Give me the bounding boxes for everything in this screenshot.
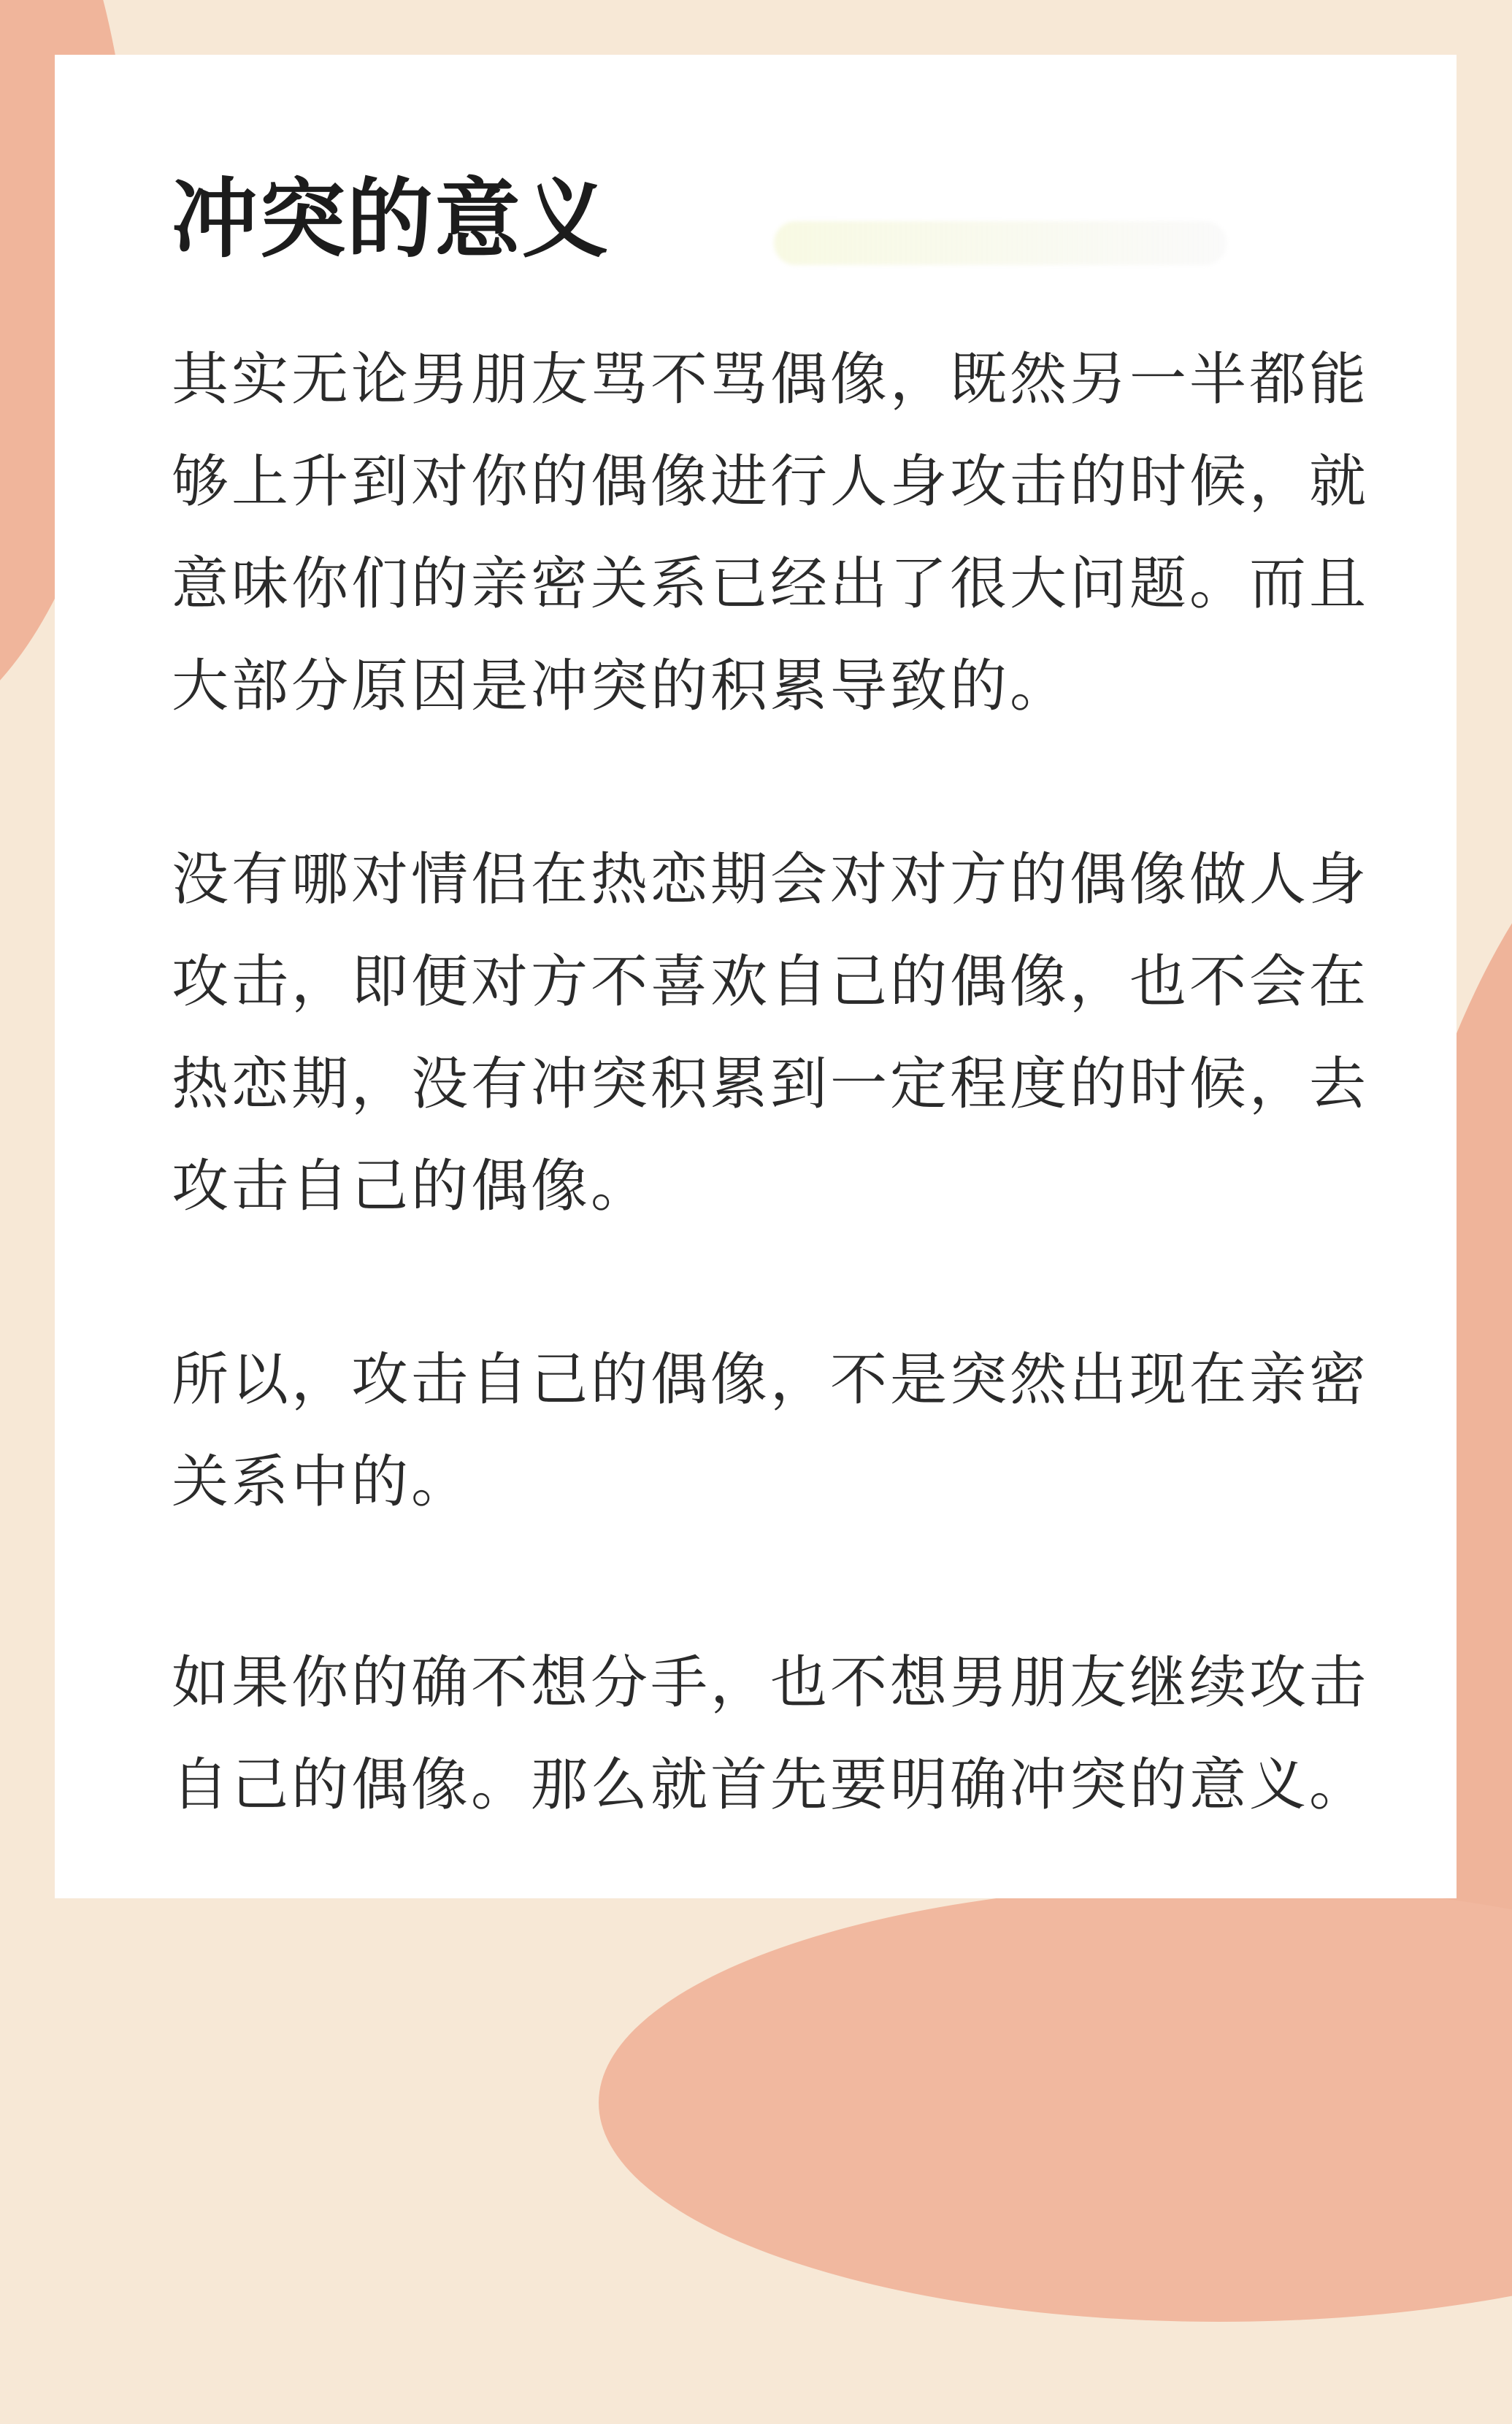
page-title: 冲突的意义: [172, 169, 610, 269]
background-blob-bottom: [599, 1884, 1512, 2322]
paragraph: 所以，攻击自己的偶像，不是突然出现在亲密关系中的。: [172, 1347, 1370, 1515]
blurred-watermark: [774, 221, 1227, 265]
paragraph: 其实无论男朋友骂不骂偶像，既然另一半都能够上升到对你的偶像进行人身攻击的时候，就意味你们的亲密关系已经出了很大问题。而且大部分原因是冲突的积累导致的。: [172, 347, 1370, 719]
article-card: [55, 55, 1457, 1898]
paragraph: 没有哪对情侣在热恋期会对对方的偶像做人身攻击，即便对方不喜欢自己的偶像，也不会在热恋期，没有冲突积累到一定程度的时候，去攻击自己的偶像。: [172, 847, 1370, 1219]
paragraph: 如果你的确不想分手，也不想男朋友继续攻击自己的偶像。那么就首先要明确冲突的意义。: [172, 1650, 1370, 1818]
